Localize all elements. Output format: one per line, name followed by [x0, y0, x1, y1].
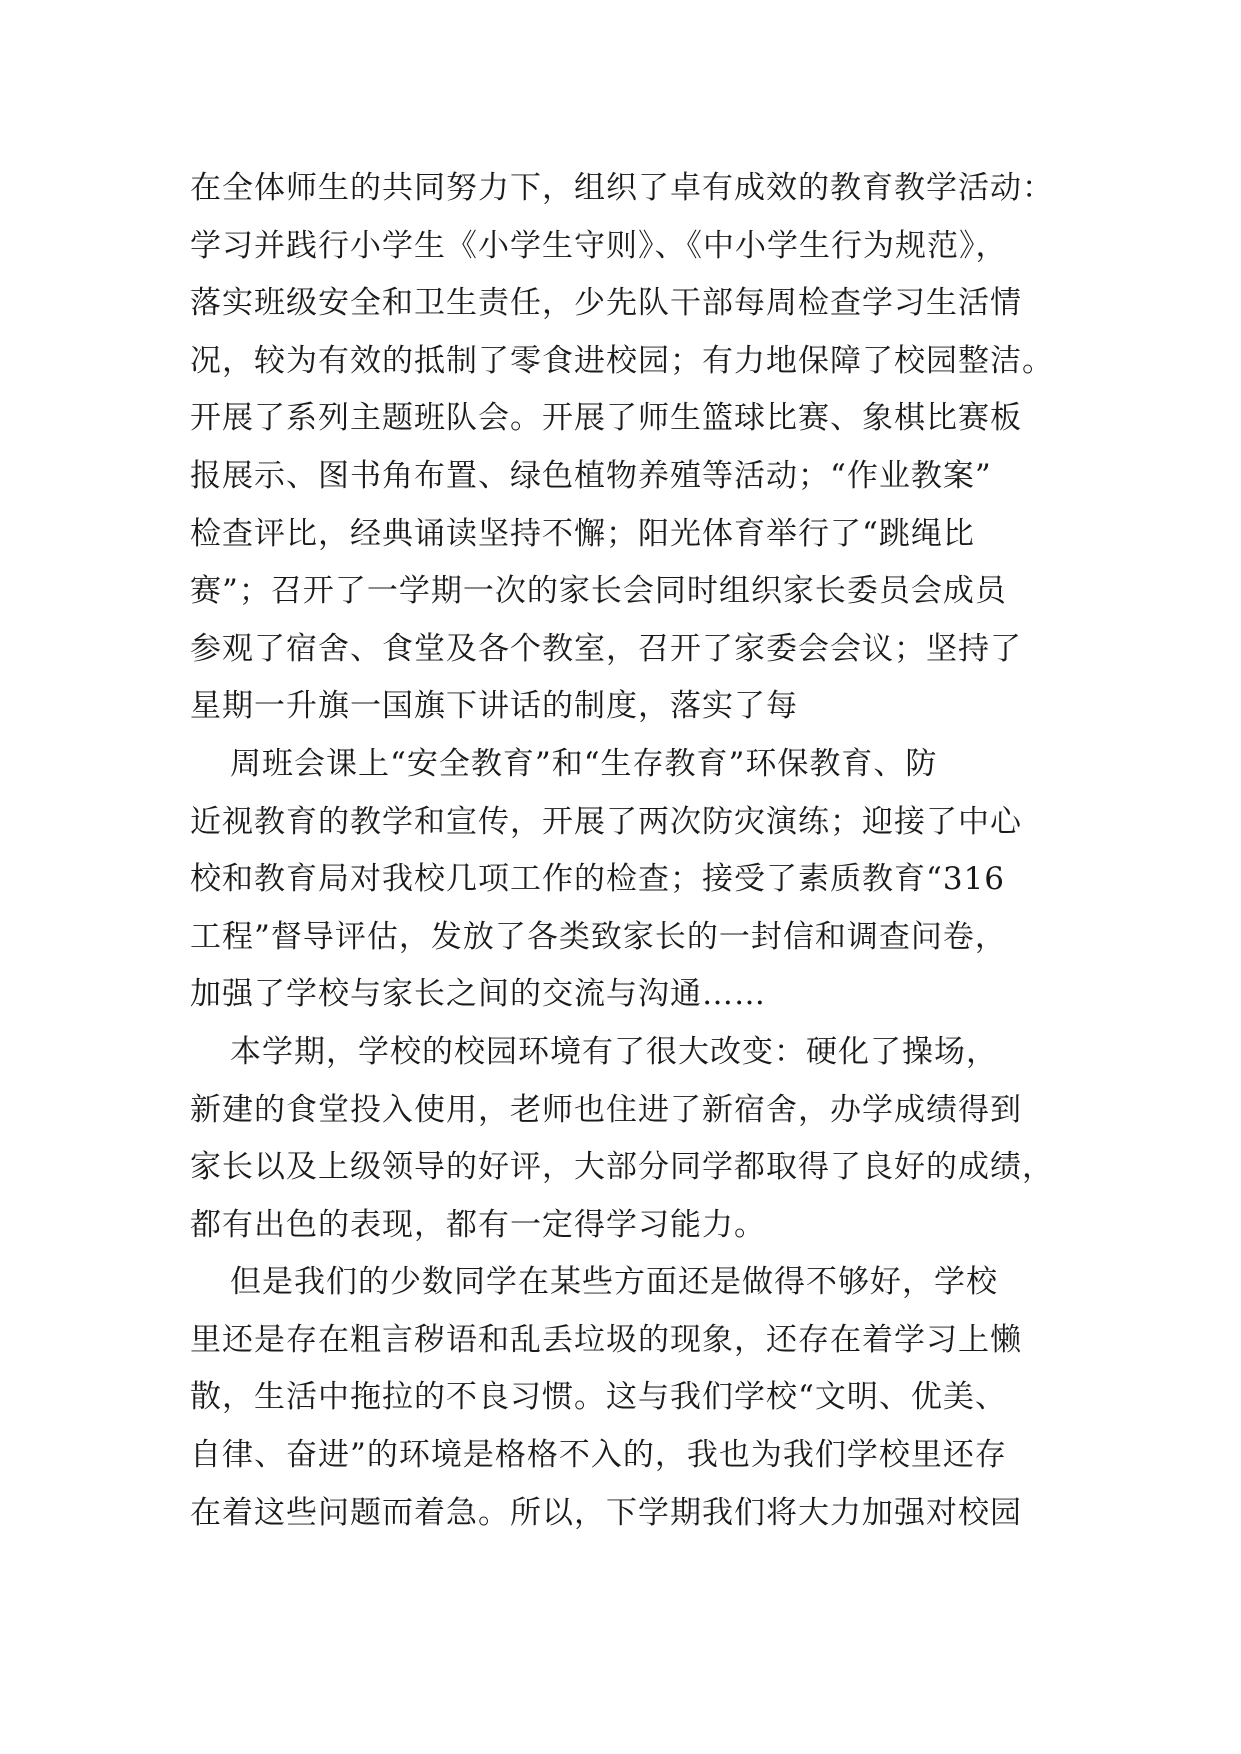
paragraph-start-line: 但是我们的少数同学在某些方面还是做得不够好，学校 [230, 1264, 998, 1301]
text-line: 校和教育局对我校几项工作的检查；接受了素质教育“316 [190, 861, 1006, 898]
text-line: 开展了系列主题班队会。开展了师生篮球比赛、象棋比赛板 [190, 400, 1022, 437]
text-line: 况，较为有效的抵制了零食进校园；有力地保障了校园整洁。 [190, 342, 1054, 379]
text-line: 里还是存在粗言秽语和乱丢垃圾的现象，还存在着学习上懒 [190, 1321, 1022, 1358]
text-line: 在着这些问题而着急。所以，下学期我们将大力加强对校园 [190, 1494, 1022, 1531]
text-line: 参观了宿舍、食堂及各个教室，召开了家委会会议；坚持了 [190, 630, 1022, 667]
text-line: 近视教育的教学和宣传，开展了两次防灾演练；迎接了中心 [190, 803, 1022, 840]
text-line: 新建的食堂投入使用，老师也住进了新宿舍，办学成绩得到 [190, 1091, 1022, 1128]
document-body [190, 160, 1070, 1542]
text-line: 落实班级安全和卫生责任，少先队干部每周检查学习生活情 [190, 285, 1022, 322]
text-line: 学习并践行小学生《小学生守则》、《中小学生行为规范》， [190, 227, 1008, 264]
text-line: 检查评比，经典诵读坚持不懈；阳光体育举行了“跳绳比 [190, 515, 975, 552]
text-line: 在全体师生的共同努力下，组织了卓有成效的教育教学活动： [190, 170, 1054, 206]
text-line: 加强了学校与家长之间的交流与沟通…… [190, 976, 766, 1013]
paragraph-start-line: 本学期，学校的校园环境有了很大改变：硬化了操场， [230, 1033, 998, 1070]
text-line: 星期一升旗一国旗下讲话的制度，落实了每 [190, 688, 798, 725]
text-line: 都有出色的表现，都有一定得学习能力。 [190, 1206, 766, 1243]
text-line: 散，生活中拖拉的不良习惯。这与我们学校“文明、优美、 [190, 1379, 1007, 1416]
text-line: 报展示、图书角布置、绿色植物养殖等活动；“作业教案” [190, 457, 992, 494]
paragraph-start-line: 周班会课上“安全教育”和“生存教育”环保教育、防 [230, 745, 938, 782]
text-line: 自律、奋进”的环境是格格不入的，我也为我们学校里还存 [190, 1437, 1007, 1474]
text-line: 赛”；召开了一学期一次的家长会同时组织家长委员会成员 [190, 573, 1007, 610]
text-line: 工程”督导评估，发放了各类致家长的一封信和调查问卷， [190, 918, 1007, 955]
text-line: 家长以及上级领导的好评，大部分同学都取得了良好的成绩， [190, 1149, 1054, 1186]
